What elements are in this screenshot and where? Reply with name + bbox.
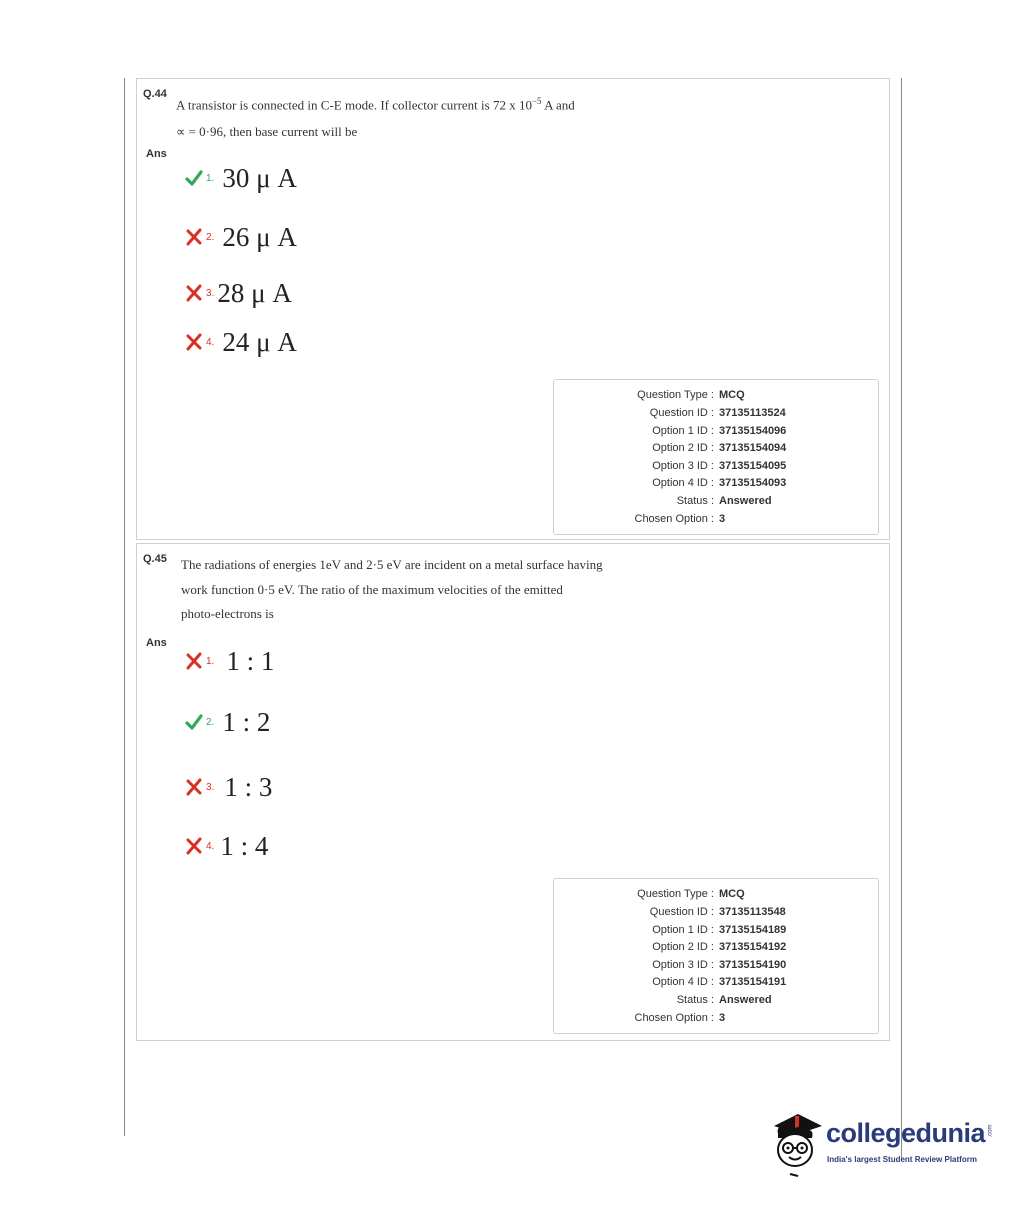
- cross-icon: [185, 284, 203, 302]
- option-number: 3.: [206, 781, 215, 793]
- meta-value: Answered: [719, 495, 772, 507]
- meta-value: 37135154189: [719, 924, 787, 936]
- meta-value: 37135154093: [719, 477, 787, 489]
- meta-key: Option 1 ID :: [652, 425, 714, 437]
- option-3: [185, 273, 292, 313]
- answer-label: Ans: [146, 148, 167, 160]
- option-text: 1 : 4: [220, 830, 269, 861]
- cross-icon: [185, 333, 203, 351]
- meta-key: Option 4 ID :: [652, 477, 714, 489]
- option-text: 1 : 1: [226, 645, 275, 676]
- meta-key: Question Type :: [637, 888, 714, 900]
- meta-value: 37135154094: [719, 442, 787, 454]
- meta-key: Option 1 ID :: [652, 924, 714, 936]
- question-meta-panel: [553, 379, 879, 535]
- option-text: 30 μ A: [222, 162, 297, 193]
- meta-key: Option 4 ID :: [652, 976, 714, 988]
- option-2: [185, 217, 297, 257]
- check-icon: [185, 713, 203, 731]
- collegedunia-logo: [768, 1104, 998, 1184]
- meta-value: 37135113524: [719, 407, 786, 419]
- option-number: 1.: [206, 655, 215, 667]
- meta-value: 3: [719, 513, 726, 525]
- meta-value: 37135154192: [719, 941, 787, 953]
- cross-icon: [185, 837, 203, 855]
- question-text: [181, 553, 661, 627]
- option-text: 1 : 2: [222, 706, 271, 737]
- option-4: [185, 322, 297, 362]
- option-2: [185, 702, 270, 742]
- meta-value: 37135154190: [719, 959, 787, 971]
- meta-key: Question ID :: [649, 407, 714, 419]
- meta-key: Status :: [676, 994, 714, 1006]
- mascot-icon: [768, 1104, 824, 1180]
- question-meta-panel: [553, 878, 879, 1034]
- option-4: [185, 826, 268, 866]
- question-number: Q.44: [143, 88, 167, 100]
- answer-label: Ans: [146, 637, 167, 649]
- page-right-rule: [901, 78, 902, 1160]
- meta-key: Status :: [676, 495, 714, 507]
- meta-key: Question Type :: [637, 389, 714, 401]
- meta-value: MCQ: [719, 888, 745, 900]
- logo-suffix: .com: [987, 1124, 994, 1138]
- meta-key: Option 2 ID :: [652, 941, 714, 953]
- meta-value: 37135154095: [719, 460, 787, 472]
- option-number: 1.: [206, 172, 215, 184]
- question-text: [176, 89, 676, 144]
- option-text: 28 μ A: [217, 277, 292, 308]
- meta-value: 37135154191: [719, 976, 787, 988]
- meta-value: MCQ: [719, 389, 745, 401]
- meta-key: Option 3 ID :: [652, 959, 714, 971]
- meta-key: Chosen Option :: [634, 1012, 714, 1024]
- meta-key: Option 3 ID :: [652, 460, 714, 472]
- cross-icon: [185, 228, 203, 246]
- question-text-line: work function 0·5 eV. The ratio of the maximum velocities of the emitted: [181, 581, 563, 597]
- question-number: Q.45: [143, 553, 167, 565]
- option-text: 26 μ A: [222, 221, 297, 252]
- question-text-line: A transistor is connected in C-E mode. If collector current is 72 x $10^{-5}$ A and: [176, 96, 575, 113]
- meta-key: Chosen Option :: [634, 513, 714, 525]
- meta-value: 37135154096: [719, 425, 787, 437]
- check-icon: [185, 169, 203, 187]
- option-number: 4.: [206, 840, 215, 852]
- cross-icon: [185, 778, 203, 796]
- page-left-rule: [124, 78, 125, 1136]
- question-text-line: photo-electrons is: [181, 606, 274, 621]
- meta-value: 37135113548: [719, 906, 786, 918]
- option-1: [185, 158, 297, 198]
- meta-key: Question ID :: [649, 906, 714, 918]
- meta-value: Answered: [719, 994, 772, 1006]
- cross-icon: [185, 652, 203, 670]
- option-number: 4.: [206, 336, 215, 348]
- option-number: 2.: [206, 716, 215, 728]
- meta-value: 3: [719, 1012, 726, 1024]
- meta-key: Option 2 ID :: [652, 442, 714, 454]
- option-3: [185, 767, 272, 807]
- option-number: 2.: [206, 231, 215, 243]
- option-number: 3.: [206, 287, 215, 299]
- option-text: 24 μ A: [222, 326, 297, 357]
- option-text: 1 : 3: [224, 771, 273, 802]
- logo-wordmark: collegedunia: [826, 1118, 986, 1148]
- question-text-line: ∝ = 0·96, then base current will be: [176, 124, 358, 140]
- question-text-line: The radiations of energies 1eV and 2·5 eV are incident on a metal surface having: [181, 557, 603, 572]
- logo-tagline: India's largest Student Review Platform: [827, 1155, 977, 1164]
- option-1: [185, 641, 274, 681]
